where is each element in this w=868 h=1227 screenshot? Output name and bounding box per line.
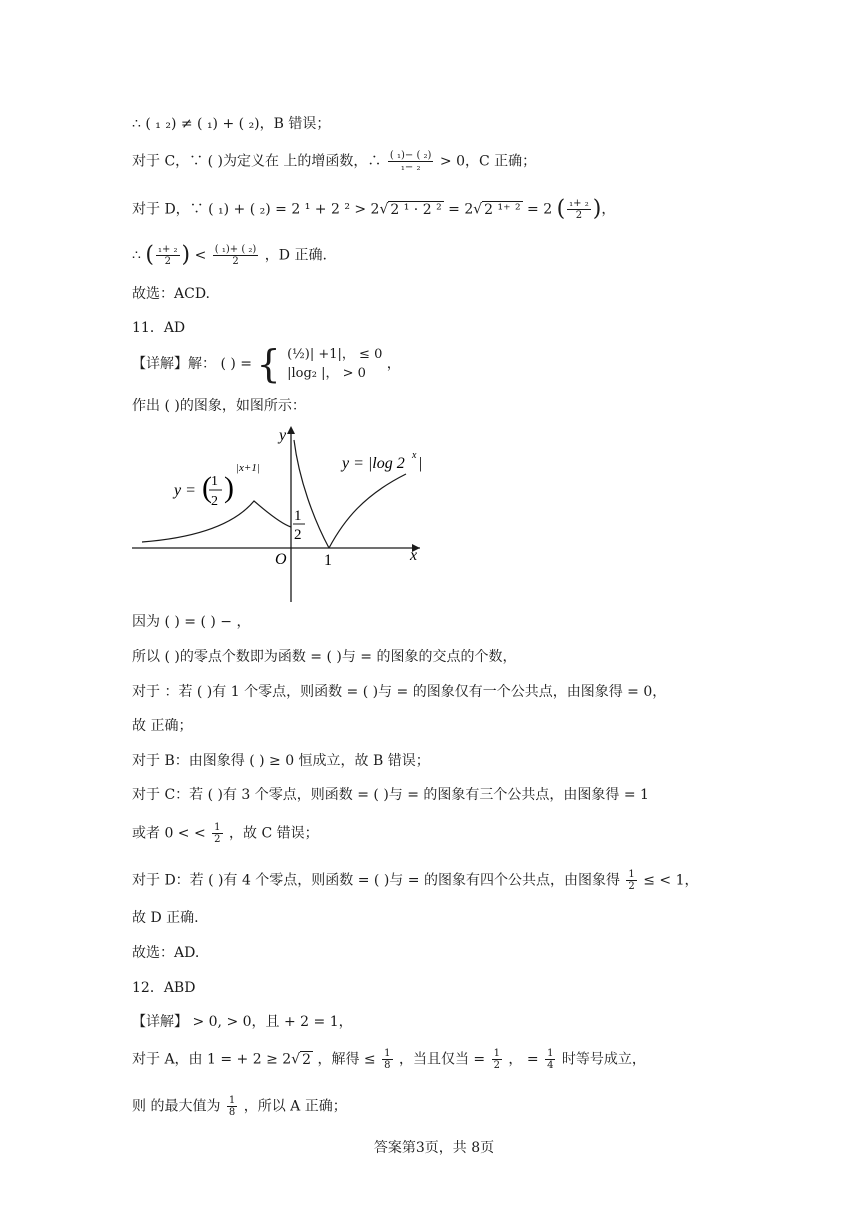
text: = 2 bbox=[527, 201, 553, 218]
right-curve-label: y = |log 2 bbox=[342, 455, 405, 472]
line-15: 或者 0 < < $\frac{1}{2}$ ，故 C 错误； bbox=[132, 822, 319, 845]
line-19: 12．ABD bbox=[132, 980, 196, 996]
sqrt: 2 ¹⁺ ² bbox=[484, 201, 521, 218]
line-20: 【详解】 > 0, > 0，且 + 2 = 1， bbox=[132, 1014, 353, 1030]
line-18: 故选：AD. bbox=[132, 945, 200, 961]
line-4: ∴ ( $\frac{\text{₁+ ₂}}{2}$ ) < $\frac{\text{( ₁)+ ( ₂)}}{2}$ ，D 正确. bbox=[132, 242, 327, 268]
line-16: 对于 D：若 ( )有 4 个零点，则函数 = ( )与 = 的图象有四个公共点，由图象得 $\frac{1}{2}$ ≤ < 1， bbox=[132, 869, 699, 892]
half-den: 2 bbox=[294, 527, 302, 543]
line-12: 故 正确； bbox=[132, 718, 193, 734]
right-paren: ) bbox=[224, 471, 234, 504]
line-8: 作出 ( )的图象，如图所示： bbox=[132, 398, 306, 414]
x-axis-label: x bbox=[410, 547, 418, 564]
line-5: 故选：ACD. bbox=[132, 286, 210, 302]
line-17: 故 D 正确. bbox=[132, 910, 199, 926]
left-base-den: 2 bbox=[211, 494, 218, 509]
left-base-num: 1 bbox=[211, 474, 218, 489]
text: 则 的最大值为 bbox=[132, 1098, 221, 1115]
text: 对于 A，由 1 = + 2 ≥ 2 bbox=[132, 1051, 292, 1068]
text: 对于 C，∵ ( )为定义在 上的增函数，∴ bbox=[132, 153, 382, 170]
fraction: $\frac{1}{4}$ bbox=[547, 1048, 554, 1071]
text: 对于 D：若 ( )有 4 个零点，则函数 = ( )与 = 的图象有四个公共点，由图象得 bbox=[132, 872, 620, 889]
function-graph bbox=[124, 420, 434, 605]
text: ∴ bbox=[132, 247, 141, 264]
fraction: $\frac{\text{₁+ ₂}}{2}$ bbox=[157, 244, 178, 267]
y-axis-label: y bbox=[279, 427, 287, 444]
text: 对于 D，∵ ( ₁) + ( ₂) = 2 ¹ + 2 ² > 2 bbox=[132, 201, 380, 218]
text: 或者 0 < < bbox=[132, 825, 206, 842]
left-curve-label: y = bbox=[174, 482, 196, 499]
line-22: 则 的最大值为 $\frac{1}{8}$ ，所以 A 正确； bbox=[132, 1095, 347, 1118]
left-exponent: |x+1| bbox=[236, 462, 260, 474]
line-13: 对于 B：由图象得 ( ) ≥ 0 恒成立，故 B 错误； bbox=[132, 753, 430, 769]
line-9: 因为 ( ) = ( ) − ， bbox=[132, 614, 251, 630]
half-num: 1 bbox=[294, 508, 302, 524]
line-21: 对于 A，由 1 = + 2 ≥ 2√ 2 ，解得 ≤ $\frac{1}{8}$ ，当且仅当 = $\frac{1}{2}$ ， = $\frac{1}{4}$ 时等号成立， bbox=[132, 1048, 646, 1071]
fraction: $\frac{\text{( ₁)− ( ₂)}}{\text{₁− ₂}}$ bbox=[389, 150, 432, 173]
fraction: $\frac{1}{8}$ bbox=[384, 1048, 391, 1071]
brace: { bbox=[256, 342, 281, 386]
line-14: 对于 C：若 ( )有 3 个零点，则函数 = ( )与 = 的图象有三个公共点，由图象得 = 1 bbox=[132, 787, 649, 803]
line-7: 【详解】解： ( ) = { (½)| +1|， ≤ 0 |log₂ |， > 0 ， bbox=[132, 342, 401, 386]
x-tick-1: 1 bbox=[324, 552, 332, 569]
sqrt: 2 bbox=[302, 1051, 312, 1068]
line-2 bbox=[132, 150, 536, 173]
page-footer: 答案第3页，共 8页 bbox=[373, 1140, 495, 1156]
line-10: 所以 ( )的零点个数即为函数 = ( )与 = 的图象的交点的个数， bbox=[132, 649, 517, 665]
fraction: $\frac{1}{2}$ bbox=[214, 822, 221, 845]
fraction: $\frac{1}{2}$ bbox=[628, 869, 635, 892]
fraction: $\frac{\text{₁+ ₂}}{2}$ bbox=[569, 198, 589, 221]
text: = 2 bbox=[448, 201, 474, 218]
line-1: ∴ ( ₁ ₂) ≠ ( ₁) + ( ₂)，B 错误； bbox=[132, 116, 331, 132]
line-3: 对于 D，∵ ( ₁) + ( ₂) = 2 ¹ + 2 ² > 2√ 2 ¹ · 2 ² = 2√ 2 ¹⁺ ² = 2 ( $\frac{\text{₁+ ₂}}{2}$ )， bbox=[132, 196, 616, 222]
fraction: $\frac{\text{( ₁)+ ( ₂)}}{2}$ bbox=[214, 244, 257, 267]
line-6: 11．AD bbox=[132, 320, 186, 336]
sqrt: 2 ¹ · 2 ² bbox=[390, 201, 442, 218]
origin-label: O bbox=[275, 551, 287, 568]
line-11: 对于 ：若 ( )有 1 个零点，则函数 = ( )与 = 的图象仅有一个公共点，由图象得 = 0， bbox=[132, 684, 667, 700]
piecewise-cases: (½)| +1|， ≤ 0 |log₂ |， > 0 bbox=[287, 347, 383, 381]
fraction: $\frac{1}{2}$ bbox=[493, 1048, 500, 1071]
text: 【详解】解： ( ) = bbox=[132, 356, 253, 372]
fraction: $\frac{1}{8}$ bbox=[228, 1095, 236, 1118]
right-bar: | bbox=[419, 455, 423, 472]
text: > 0，C 正确； bbox=[439, 153, 537, 170]
right-exponent: x bbox=[412, 450, 417, 461]
left-paren: ( bbox=[202, 471, 212, 504]
